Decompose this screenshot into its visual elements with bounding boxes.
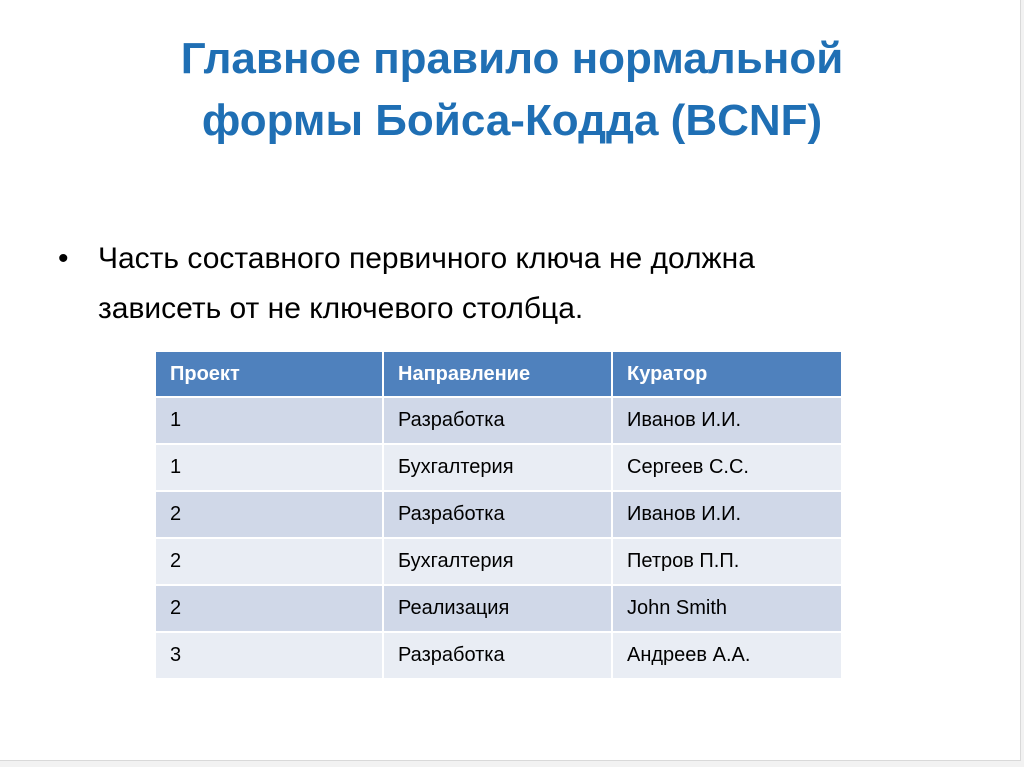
cell-direction: Бухгалтерия — [383, 538, 612, 585]
header-direction: Направление — [383, 352, 612, 397]
cell-direction: Реализация — [383, 585, 612, 632]
bullet-line-2: зависеть от не ключевого столбца. — [98, 292, 584, 325]
cell-curator: Иванов И.И. — [612, 491, 841, 538]
table-row — [156, 632, 841, 678]
cell-curator: John Smith — [612, 585, 841, 632]
cell-direction: Разработка — [383, 632, 612, 678]
title-line-1: Главное правило нормальной — [180, 34, 844, 83]
cell-curator: Андреев А.А. — [612, 632, 841, 678]
cell-project: 2 — [156, 491, 383, 538]
bullet-text — [98, 234, 958, 334]
table-row — [156, 444, 841, 491]
cell-direction: Разработка — [383, 397, 612, 444]
cell-direction: Бухгалтерия — [383, 444, 612, 491]
table-row — [156, 585, 841, 632]
cell-direction: Разработка — [383, 491, 612, 538]
bullet-icon: • — [58, 242, 69, 275]
table-row — [156, 397, 841, 444]
cell-project: 1 — [156, 444, 383, 491]
cell-project: 1 — [156, 397, 383, 444]
bullet-line-1: Часть составного первичного ключа не должна — [98, 242, 755, 275]
header-project: Проект — [156, 352, 383, 397]
table-row — [156, 538, 841, 585]
cell-project: 2 — [156, 585, 383, 632]
table-row — [156, 491, 841, 538]
cell-project: 3 — [156, 632, 383, 678]
cell-curator: Петров П.П. — [612, 538, 841, 585]
slide-title — [40, 28, 984, 152]
title-line-2: формы Бойса-Кодда (BCNF) — [201, 96, 823, 145]
bullet-item — [58, 234, 958, 334]
data-table — [156, 352, 841, 678]
header-curator: Куратор — [612, 352, 841, 397]
cell-curator: Иванов И.И. — [612, 397, 841, 444]
cell-project: 2 — [156, 538, 383, 585]
cell-curator: Сергеев С.С. — [612, 444, 841, 491]
table-header-row — [156, 352, 841, 397]
